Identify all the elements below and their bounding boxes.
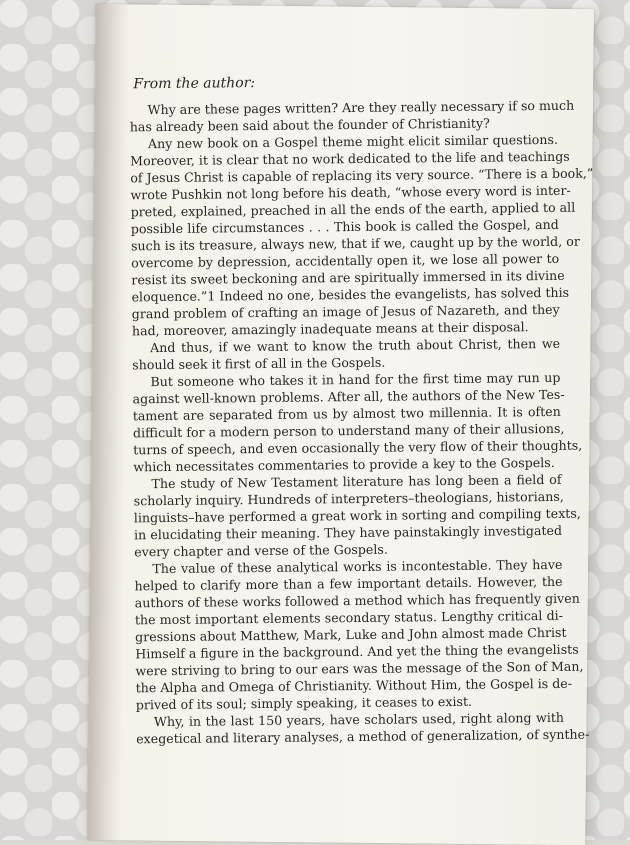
text-line: preted, explained, preached in all the ends of the earth, applied to all <box>130 199 576 220</box>
text-line: the Alpha and Omega of Christianity. Without Him, the Gospel is de- <box>135 675 573 696</box>
text-line: every chapter and verse of the Gospels. <box>134 541 388 560</box>
book-page <box>87 4 594 845</box>
text-line: possible life circumstances . . . This book is called the Gospel, and <box>130 216 559 237</box>
text-line: Any new book on a Gospel theme might elicit similar questions. <box>147 131 559 152</box>
text-line: Why, in the last 150 years, have scholars used, right along with <box>153 709 565 730</box>
paragraph <box>132 335 560 373</box>
text-line: had, moreover, amazingly inadequate means at their disposal. <box>131 319 529 339</box>
page-text <box>129 72 594 747</box>
paragraph <box>136 709 590 747</box>
text-line: linguists–have performed a great work in sorting and compiling texts, <box>133 505 581 526</box>
paragraph <box>133 471 581 560</box>
text-line: overcome by depression, accidentally open it, we lose all power to <box>131 250 560 271</box>
text-line: And thus, if we want to know the truth about Christ, then we <box>150 335 561 356</box>
text-line: gressions about Matthew, Mark, Luke and John almost made Christ <box>135 624 567 645</box>
text-line: turns of speech, and even occasionally the very flow of their thoughts, <box>133 437 583 458</box>
text-line: prived of its soul; simply speaking, it ceases to exist. <box>135 693 473 713</box>
text-line: were striving to bring to our ears was the message of the Son of Man, <box>135 658 584 679</box>
text-line: in elucidating their meaning. They have painstakingly investigated <box>133 522 563 543</box>
text-line: The value of these analytical works is incontestable. They have <box>152 556 563 577</box>
text-line: such is its treasure, always new, that if we, caught up by the world, or <box>130 233 580 254</box>
text-line: should seek it first of all in the Gospels. <box>132 354 386 373</box>
text-line: authors of these works followed a method which has frequently given <box>134 590 580 611</box>
text-line: eloquence.”1 Indeed no one, besides the evangelists, has solved this <box>131 284 570 305</box>
text-line: the most important elements secondary status. Lengthy critical di- <box>134 607 563 628</box>
paragraph <box>129 97 575 135</box>
text-line: But someone who takes it in hand for the first time may run up <box>150 369 561 390</box>
text-line: helped to clarify more than a few important details. However, the <box>134 573 563 594</box>
paragraph <box>130 131 594 339</box>
text-line: Why are these pages written? Are they really necessary if so much <box>147 97 575 118</box>
text-line: grand problem of crafting an image of Jesus of Nazareth, and they <box>131 301 560 322</box>
text-line: which necessitates commentaries to provide a key to the Gospels. <box>133 454 555 475</box>
paragraph <box>132 369 583 475</box>
text-line: against well-known problems. After all, the authors of the New Tes- <box>132 386 565 407</box>
text-line: scholarly inquiry. Hundreds of interpreters–theologians, historians, <box>133 488 564 509</box>
text-line: Himself a figure in the background. And yet the thing the evangelists <box>135 641 579 662</box>
section-heading: From the author: <box>133 75 256 93</box>
text-line: wrote Pushkin not long before his death, “whose every word is inter- <box>130 182 571 203</box>
text-line: exegetical and literary analyses, a method of generalization, of synthe- <box>136 726 590 747</box>
text-line: tament are separated from us by almost two millennia. It is often <box>132 403 561 424</box>
paragraph-list <box>129 97 594 747</box>
paragraph <box>134 556 584 713</box>
text-line: resist its sweet beckoning and are spiritually immersed in its divine <box>131 267 565 288</box>
text-line: Moreover, it is clear that no work dedicated to the life and teachings <box>130 148 570 169</box>
text-line: of Jesus Christ is capable of replacing its very source. “There is a book,” <box>130 165 594 186</box>
text-line: has already been said about the founder of Christianity? <box>129 115 490 135</box>
text-line: difficult for a modern person to understand many of their allusions, <box>132 420 565 441</box>
text-line: The study of New Testament literature has long been a field of <box>151 471 562 492</box>
